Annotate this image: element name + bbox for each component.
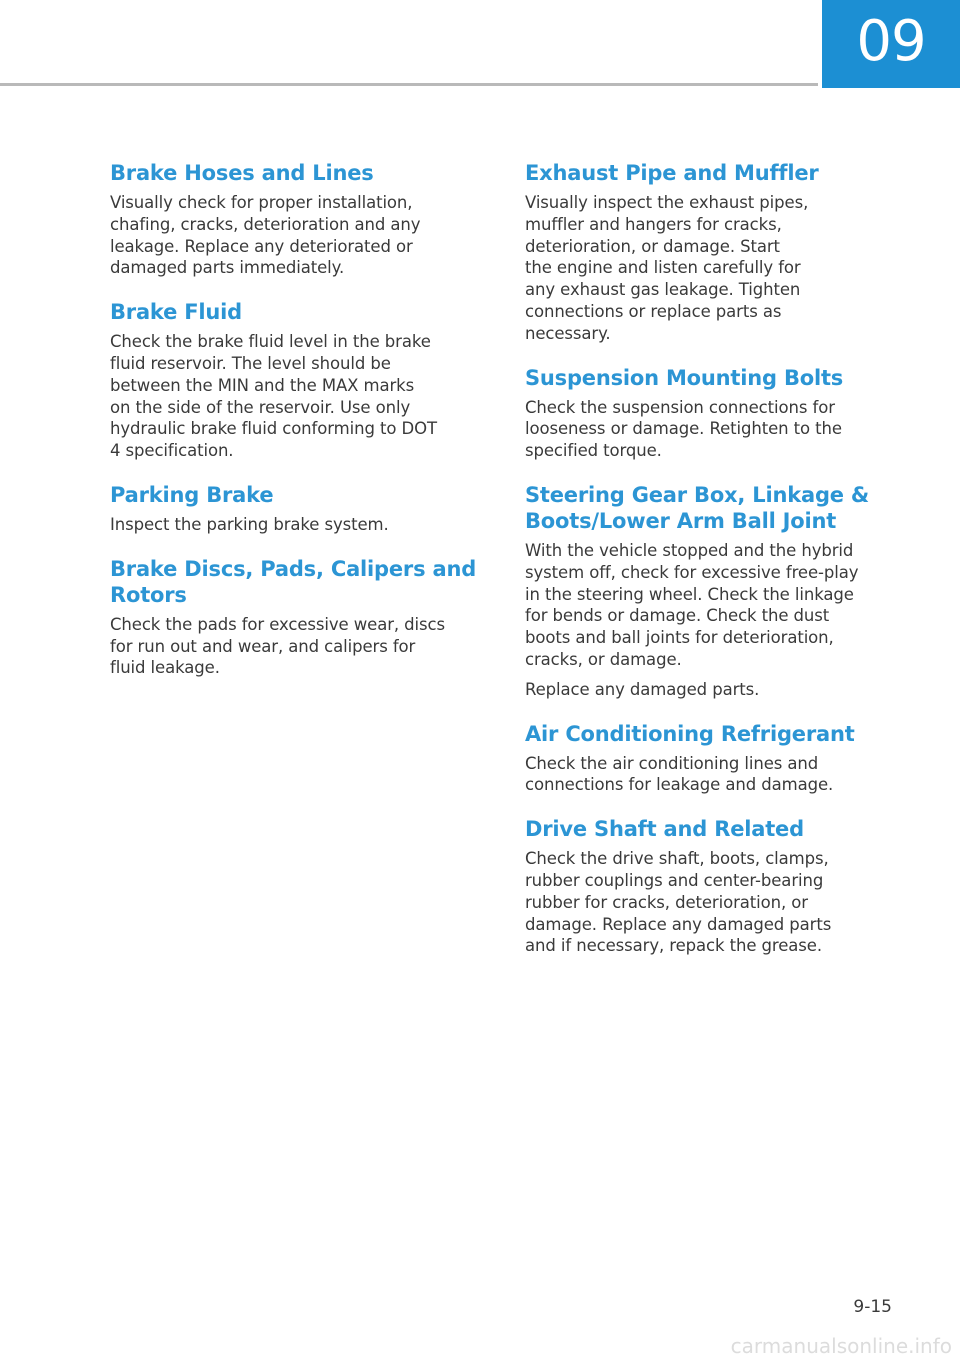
section-heading: Air Conditioning Refrigerant xyxy=(525,721,855,746)
section-brake-discs xyxy=(110,556,488,679)
section-steering xyxy=(525,482,905,701)
watermark: carmanualsonline.info xyxy=(730,1334,952,1358)
section-text: Check the brake fluid level in the brake fluid reservoir. The level should be between the MIN and the MAX marks on the side of the reservoir. Use only hydraulic brake fluid conforming to DOT 4 specification. xyxy=(110,332,437,461)
section-text: Replace any damaged parts. xyxy=(525,679,760,699)
chapter-tab xyxy=(822,0,960,88)
section-drive-shaft xyxy=(525,816,905,957)
section-heading: Brake Hoses and Lines xyxy=(110,161,374,185)
section-text: Visually check for proper installation, chafing, cracks, deterioration and any leakage. Replace any deteriorated or damaged parts immediately. xyxy=(110,193,421,278)
header-rule xyxy=(0,83,818,86)
section-text: Visually inspect the exhaust pipes, muffler and hangers for cracks, deterioration, or damage. Start the engine and listen carefully for any exhaust gas leakage. Tighten connections or replace parts as necessary. xyxy=(525,193,809,343)
section-brake-fluid xyxy=(110,299,488,462)
section-exhaust xyxy=(525,160,905,345)
section-heading: Exhaust Pipe and Muffler xyxy=(525,161,819,185)
section-text: Check the drive shaft, boots, clamps, rubber couplings and center-bearing rubber for cracks, deterioration, or damage. Replace any damaged parts and if necessary, repack the grease. xyxy=(525,849,832,956)
section-heading: Brake Discs, Pads, Calipers and Rotors xyxy=(110,556,477,607)
section-parking-brake xyxy=(110,482,488,536)
section-heading: Parking Brake xyxy=(110,482,274,507)
section-text: Check the pads for excessive wear, discs for run out and wear, and calipers for fluid leakage. xyxy=(110,614,446,678)
section-heading: Drive Shaft and Related xyxy=(525,817,804,842)
chapter-number: 09 xyxy=(856,9,926,74)
section-air-conditioning xyxy=(525,721,905,797)
page-number: 9-15 xyxy=(853,1297,892,1317)
section-text: With the vehicle stopped and the hybrid system off, check for excessive free-play in the steering wheel. Check the linkage for bends or damage. Check the dust boots and ball joints for deterioration, cracks, or damage. xyxy=(525,540,859,669)
section-text: Check the suspension connections for looseness or damage. Retighten to the specified torque. xyxy=(525,397,842,461)
left-column xyxy=(110,160,488,699)
right-column xyxy=(525,160,905,977)
section-heading: Brake Fluid xyxy=(110,300,243,325)
section-heading: Steering Gear Box, Linkage & Boots/Lower Arm Ball Joint xyxy=(525,482,870,533)
section-text: Check the air conditioning lines and connections for leakage and damage. xyxy=(525,753,834,795)
section-heading: Suspension Mounting Bolts xyxy=(525,365,844,390)
section-text: Inspect the parking brake system. xyxy=(110,514,389,534)
section-suspension xyxy=(525,365,905,462)
section-brake-hoses xyxy=(110,160,488,279)
